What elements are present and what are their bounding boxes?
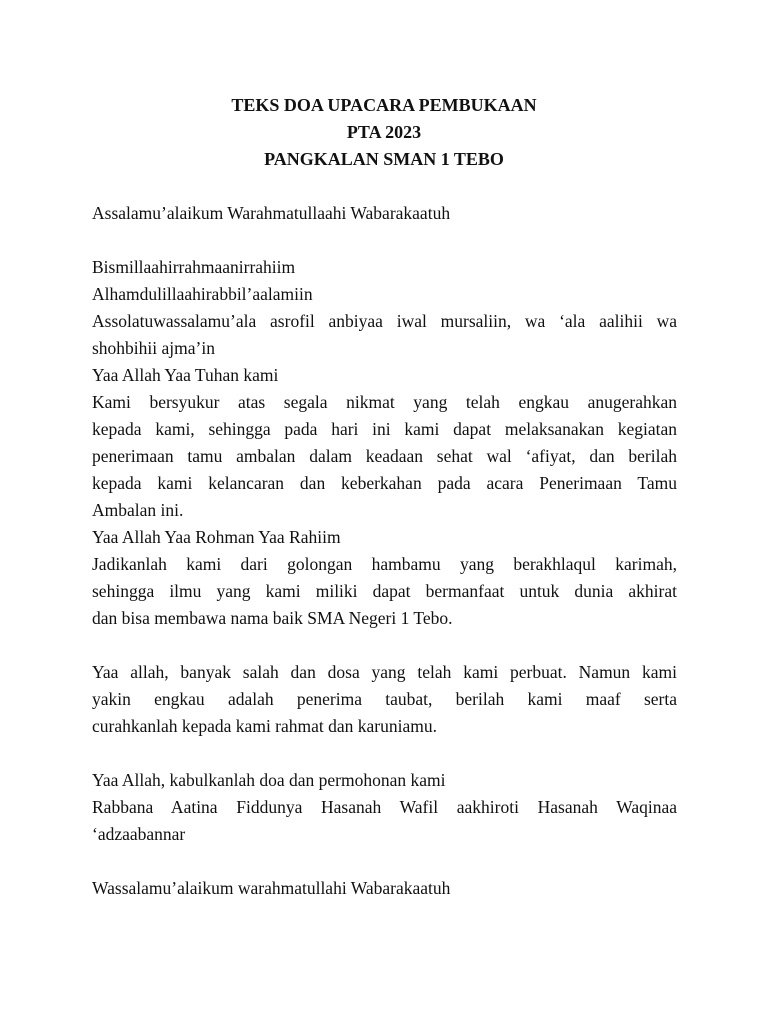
paragraph-line: sehingga ilmu yang kami miliki dapat bermanfaat untuk dunia akhirat <box>92 581 677 601</box>
paragraph-line: penerimaan tamu ambalan dalam keadaan sehat wal ‘afiyat, dan berilah <box>92 446 677 466</box>
document-body <box>92 200 677 902</box>
paragraph-line: Kami bersyukur atas segala nikmat yang telah engkau anugerahkan <box>92 392 677 412</box>
section2-heading: Yaa Allah Yaa Rohman Yaa Rahiim <box>92 527 341 547</box>
paragraph-line: dan bisa membawa nama baik SMA Negeri 1 Tebo. <box>92 608 453 628</box>
paragraph-line: curahkanlah kepada kami rahmat dan karuniamu. <box>92 716 437 736</box>
rabbana-line-cont: ‘adzaabannar <box>92 824 186 844</box>
paragraph-line: Jadikanlah kami dari golongan hambamu yang berakhlaqul karimah, <box>92 554 677 574</box>
document-title <box>0 92 768 173</box>
closing-greeting: Wassalamu’alaikum warahmatullahi Wabarakaatuh <box>92 878 451 898</box>
paragraph-line: kepada kami, sehingga pada hari ini kami dapat melaksanakan kegiatan <box>92 419 677 439</box>
title-line-2: PTA 2023 <box>346 122 422 142</box>
opening-salawat-cont: shohbihii ajma’in <box>92 338 215 358</box>
paragraph-line: Ambalan ini. <box>92 500 184 520</box>
paragraph-line: yakin engkau adalah penerima taubat, berilah kami maaf serta <box>92 689 677 709</box>
title-line-3: PANGKALAN SMAN 1 TEBO <box>264 149 504 169</box>
opening-salawat: Assolatuwassalamu’ala asrofil anbiyaa iwal mursaliin, wa ‘ala aalihii wa <box>92 311 677 331</box>
paragraph-line: kepada kami kelancaran dan keberkahan pada acara Penerimaan Tamu <box>92 473 677 493</box>
paragraph-line: Yaa allah, banyak salah dan dosa yang telah kami perbuat. Namun kami <box>92 662 677 682</box>
rabbana-line: Rabbana Aatina Fiddunya Hasanah Wafil aakhiroti Hasanah Waqinaa <box>92 797 677 817</box>
opening-hamdalah: Alhamdulillaahirabbil’aalamiin <box>92 284 313 304</box>
opening-basmalah: Bismillaahirrahmaanirrahiim <box>92 257 296 277</box>
section4-heading: Yaa Allah, kabulkanlah doa dan permohonan kami <box>92 770 446 790</box>
greeting: Assalamu’alaikum Warahmatullaahi Wabarakaatuh <box>92 203 451 223</box>
section1-heading: Yaa Allah Yaa Tuhan kami <box>92 365 279 385</box>
title-line-1: TEKS DOA UPACARA PEMBUKAAN <box>231 95 537 115</box>
